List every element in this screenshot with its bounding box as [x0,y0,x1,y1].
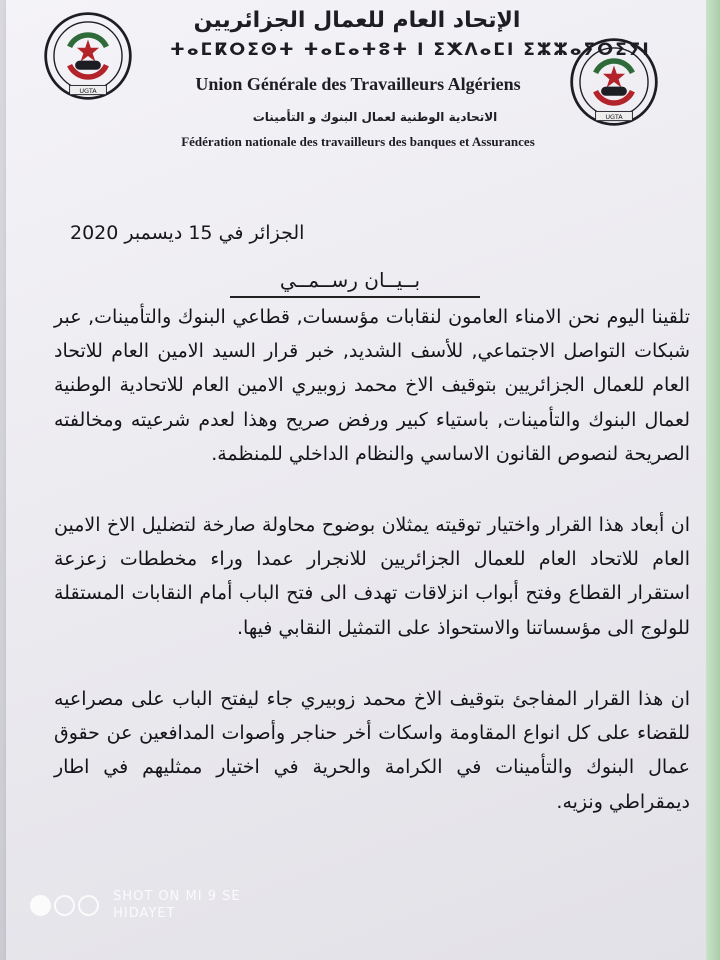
watermark-line-2: HIDAYET [113,906,176,921]
watermark-text [113,888,240,922]
document-date: الجزائر في 15 ديسمبر 2020 [70,222,305,244]
union-name-french: Union Générale des Travailleurs Algériens [195,74,521,94]
paragraph-3: ان هذا القرار المفاجئ بتوقيف الاخ محمد زوبيري جاء ليفتح الباب على مصراعيه للقضاء على كل انواع المقاومة واسكات أخر حناجر وأصوات المدافعين عن حقوق عمال البنوك والتأمينات في الكرامة والحرية في اختيار ممثليهم في اطار ديمقراطي ونزيه. [54,688,690,813]
camera-logo-icon [30,895,102,916]
document-title: بــيــان رســمــي [279,268,421,292]
paragraph-1: تلقينا اليوم نحن الامناء العامون لنقابات مؤسسات, قطاعي البنوك والتأمينات, عبر شبكات التواصل الاجتماعي, للأسف الشديد, خبر قرار السيد الامين العام للاتحاد العام للعمال الجزائريين بتوقيف الاخ محمد زوبيري الامين العام للاتحادية الوطنية لعمال البنوك والتأمينات, باستياء كبير ورفض صريح وهذا لعدم شرعيته ومخالفته الصريحة لنصوص القانون الاساسي والنظام الداخلي للمنظمة. [54,306,690,465]
camera-watermark [30,888,241,922]
union-name-tifinagh: ⵜⴰⵎⴽⵔⵉⵙⵜ ⵜⴰⵎⴰⵜⵓⵜ ⵏ ⵉⵅⴷⴰⵎⵏ ⵉⵣⵣⴰⵢⵔⵉⵢⵏ [170,40,651,60]
background-strip [706,0,720,960]
watermark-line-1: SHOT ON MI 9 SE [113,889,241,904]
union-emblem-icon [42,10,134,102]
paragraph-2: ان أبعاد هذا القرار واختيار توقيته يمثلان بوضوح محاولة صارخة لتضليل الاخ الامين العام للاتحاد العام للعمال الجزائريين للانجرار عمدا وراء مخططات زعزعة استقرار القطاع وفتح أبواب انزلاقات تهدف الى فتح الباب أمام النقابات المستقلة للولوج الى مؤسساتنا والاستحواذ على التمثيل النقابي فيها. [54,514,690,639]
title-underline [230,296,480,298]
union-name-arabic: الإتحاد العام للعمال الجزائريين [193,8,521,33]
federation-name-arabic: الاتحادية الوطنية لعمال البنوك و التأمينات [252,110,498,124]
logo-text-right: UGTA [605,112,623,121]
logo-text-left: UGTA [79,86,97,95]
federation-name-french: Fédération nationale des travailleurs des banques et Assurances [181,134,535,149]
